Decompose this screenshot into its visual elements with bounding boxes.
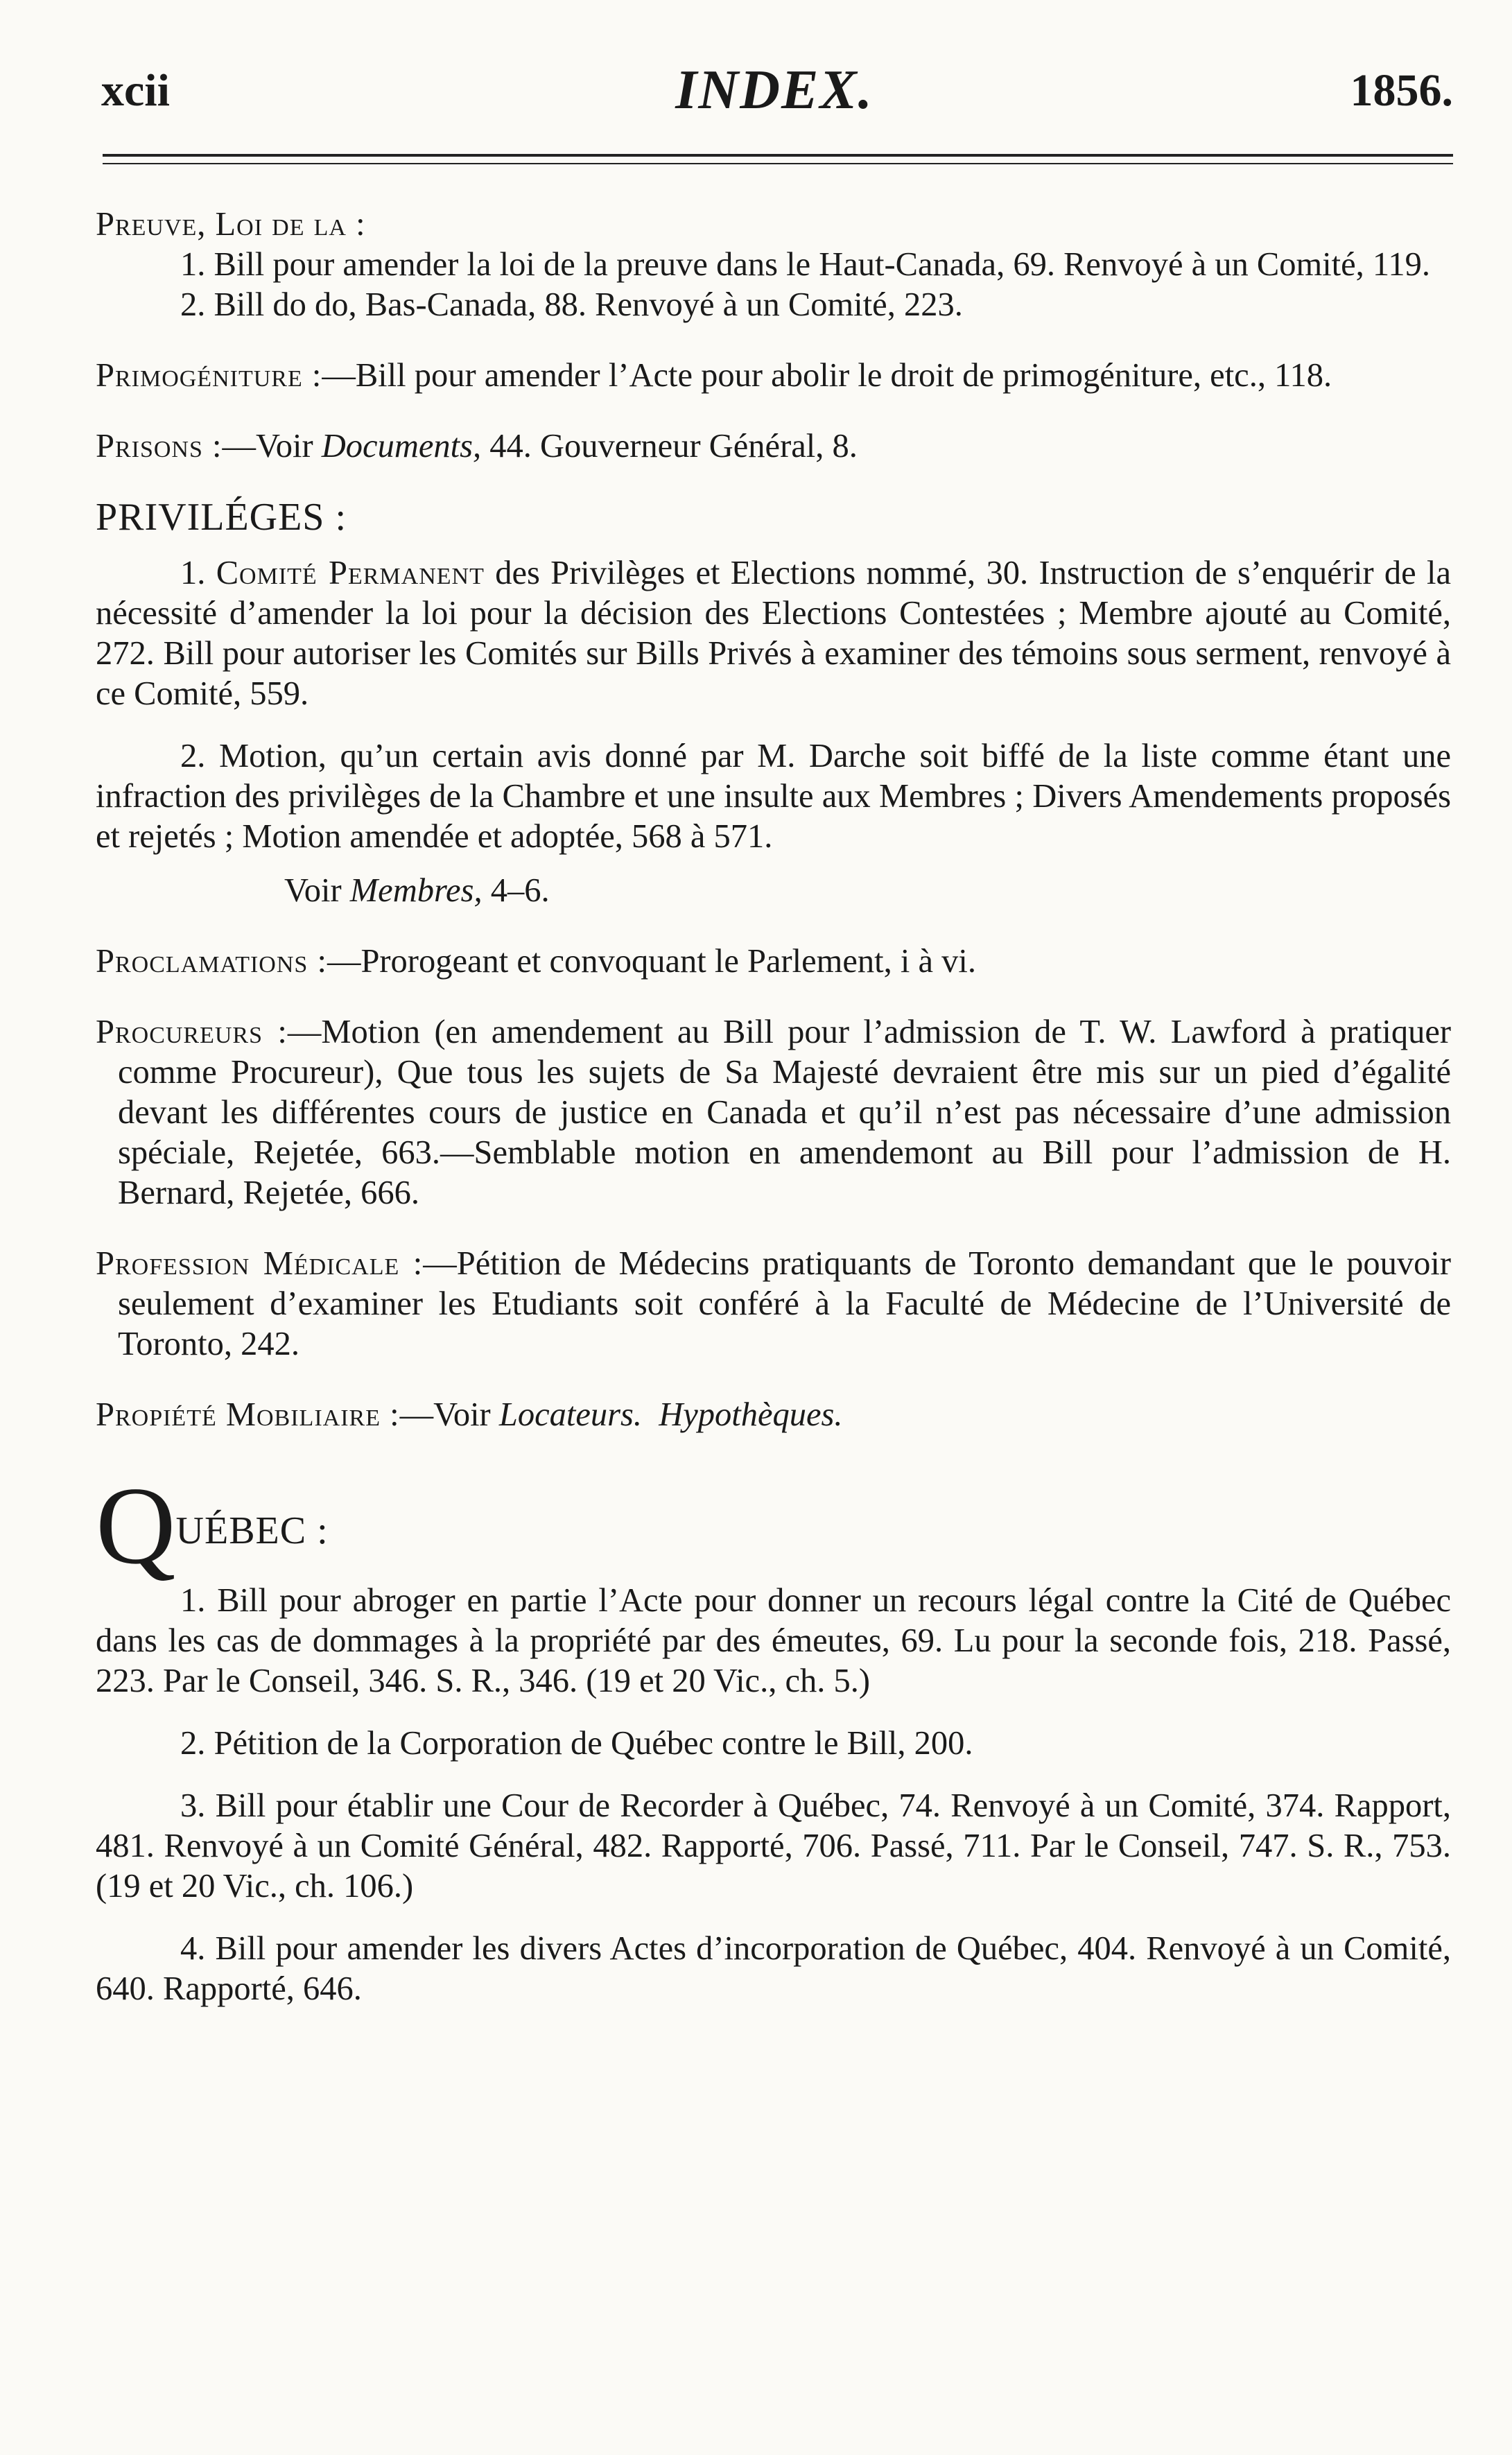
- entry-text: —Voir: [399, 1396, 499, 1433]
- entry-text: —Voir: [222, 428, 322, 465]
- entry-heading: Procureurs :: [96, 1014, 288, 1050]
- entry-primogeniture: [96, 356, 1451, 396]
- sub-entry: 2. Pétition de la Corporation de Québec contre le Bill, 200.: [180, 1725, 973, 1762]
- entry-text: —Prorogeant et convoquant le Parlement, i à vi.: [327, 943, 977, 980]
- entry-text: —Motion (en amendement au Bill pour l’admission de T. W. Lawford à pratiquer comme Procureur), Que tous les sujets de Sa Majesté devraient être mis sur un pied d’égalité devant les différentes cours de justice en Canada et qu’il n’est pas nécessaire d’une admission spéciale, Rejetée, 663.—Semblable motion en amendemont au Bill pour l’admission de H. Bernard, Rejetée, 666.: [118, 1014, 1452, 1211]
- cross-reference: Membres,: [349, 872, 483, 909]
- drop-cap: Q: [96, 1464, 176, 1587]
- running-year: 1856.: [1350, 65, 1453, 116]
- sub-entry: 2. Bill do do, Bas-Canada, 88. Renvoyé à un Comité, 223.: [180, 286, 963, 323]
- entry-preuve: [96, 205, 1451, 325]
- cross-reference: Locateurs.: [498, 1396, 642, 1433]
- entry-heading: Propiété Mobiliaire :: [96, 1396, 400, 1433]
- index-content: [96, 205, 1451, 2009]
- entry-heading: Proclamations :: [96, 943, 327, 980]
- sub-entry: 2. Motion, qu’un certain avis donné par M. Darche soit biffé de la liste comme étant une infraction des privilèges de la Chambre et une insulte aux Membres ; Divers Amendements proposés et rejetés ; Motion amendée et adoptée, 568 à 571.: [96, 738, 1451, 855]
- header-rule-thin: [103, 163, 1453, 164]
- sub-entry: 3. Bill pour établir une Cour de Recorder à Québec, 74. Renvoyé à un Comité, 374. Rapport, 481. Renvoyé à un Comité Général, 482. Rapporté, 706. Passé, 711. Par le Conseil, 747. S. R., 753. (19 et 20 Vic., ch. 106.): [96, 1787, 1451, 1905]
- entry-text: —Bill pour amender l’Acte pour abolir le droit de primogéniture, etc., 118.: [322, 357, 1332, 394]
- entry-text: —Pétition de Médecins pratiquants de Toronto demandant que le pouvoir seulement d’examiner les Etudiants soit conféré à la Faculté de Médecine de l’Université de Toronto, 242.: [118, 1245, 1451, 1362]
- see-also: Voir Membres, 4–6.: [284, 872, 550, 909]
- sub-entry: 1. Bill pour abroger en partie l’Acte pour donner un recours légal contre la Cité de Québec dans les cas de dommages à la propriété par des émeutes, 69. Lu pour la seconde fois, 218. Passé, 223. Par le Conseil, 346. S. R., 346. (19 et 20 Vic., ch. 5.): [96, 1582, 1451, 1699]
- page-number: xcii: [101, 65, 170, 116]
- sub-entry: 4. Bill pour amender les divers Actes d’incorporation de Québec, 404. Renvoyé à un Comité, 640. Rapporté, 646.: [96, 1930, 1451, 2007]
- entry-privileges: [96, 497, 1451, 911]
- running-title: INDEX.: [675, 60, 874, 121]
- sub-entry: 1. Bill pour amender la loi de la preuve dans le Haut-Canada, 69. Renvoyé à un Comité, 119.: [180, 246, 1431, 283]
- small-caps-term: Comité Permanent: [216, 555, 485, 591]
- cross-reference: Hypothèques.: [659, 1396, 843, 1433]
- entry-heading: UÉBEC :: [175, 1509, 329, 1552]
- cross-reference: Documents,: [321, 428, 482, 465]
- entry-heading: Preuve, Loi de la :: [96, 206, 366, 243]
- entry-prisons: [96, 426, 1451, 467]
- entry-propiete-mobiliaire: [96, 1395, 1451, 1435]
- page-header: [96, 59, 1453, 135]
- entry-proclamations: [96, 942, 1451, 982]
- entry-heading: PRIVILÉGES :: [96, 496, 347, 539]
- header-rule-thick: [103, 154, 1453, 157]
- entry-profession-medicale: [96, 1244, 1451, 1364]
- entry-heading: Prisons :: [96, 428, 223, 465]
- entry-quebec: [96, 1464, 1451, 2009]
- entry-heading: Primogéniture :: [96, 357, 322, 394]
- entry-procureurs: [96, 1012, 1451, 1213]
- sub-entry: 1. Comité Permanent des Privilèges et Elections nommé, 30. Instruction de s’enquérir de la nécessité d’amender la loi pour la décision des Elections Contestées ; Membre ajouté au Comité, 272. Bill pour autoriser les Comités sur Bills Privés à examiner des témoins sous serment, renvoyé à ce Comité, 559.: [96, 555, 1452, 712]
- entry-text: 44. Gouverneur Général, 8.: [481, 428, 858, 465]
- entry-heading: Profession Médicale :: [96, 1245, 424, 1282]
